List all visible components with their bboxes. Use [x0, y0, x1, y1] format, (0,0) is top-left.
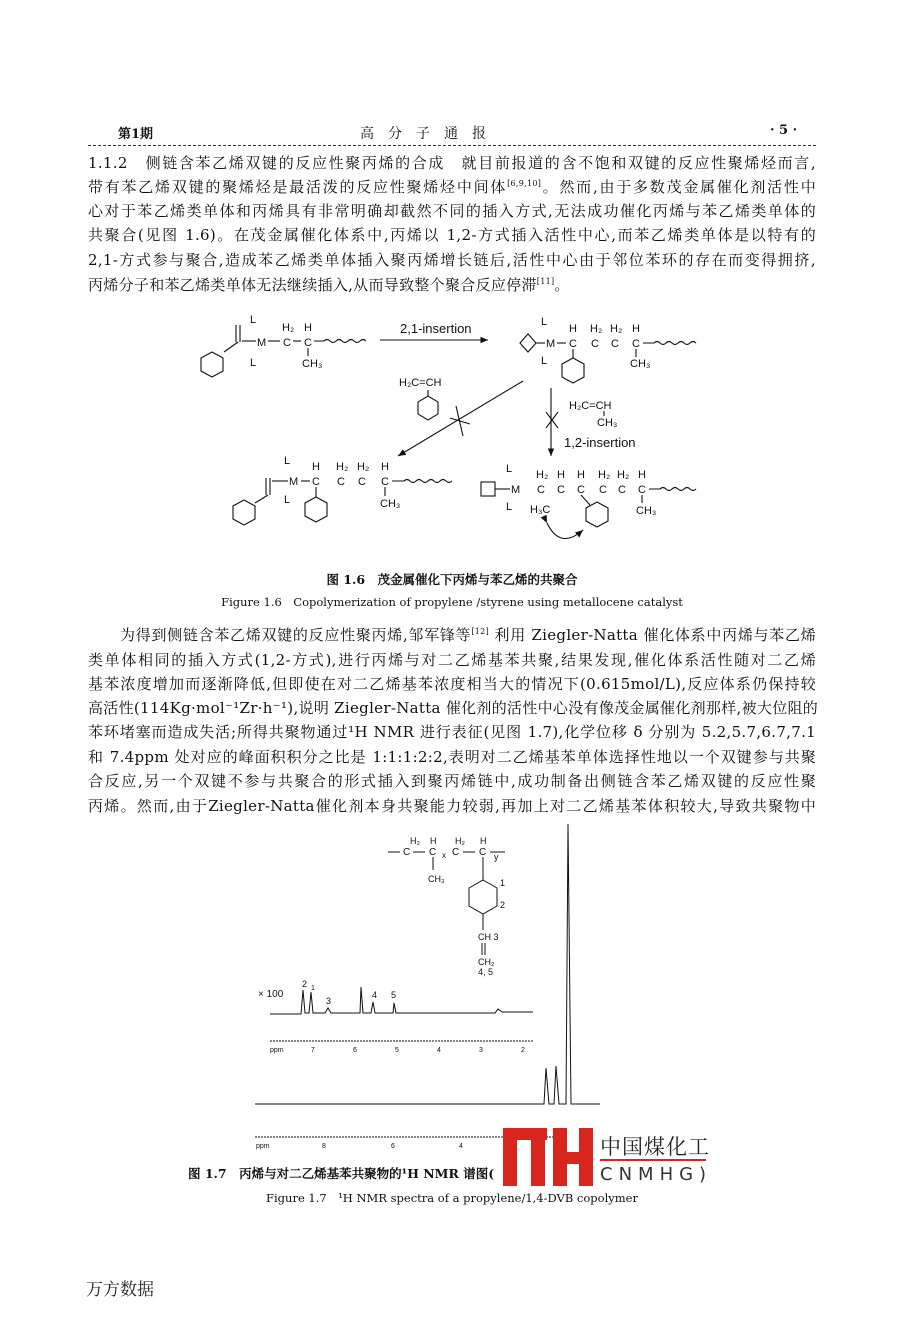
reaction-label: 1,2-insertion: [564, 435, 636, 450]
figure-1-6-caption-en: Figure 1.6 Copolymerization of propylene /styrene using metallocene catalyst: [221, 595, 683, 609]
axis-tick: ppm: [256, 1143, 270, 1150]
figure-1-7-caption-en: Figure 1.7 ¹H NMR spectra of a propylene/1,4-DVB copolymer: [266, 1191, 638, 1205]
axis-tick: 2: [521, 1047, 525, 1054]
atom-label: H₂: [536, 469, 549, 481]
text-line: 丙烯。然而,由于Ziegler-Natta催化剂本身共聚能力较弱,再加上对二乙烯基苯体积较大,导致共聚物中: [88, 797, 816, 815]
atom-label: CH₃: [597, 417, 618, 429]
text-line: 合反应,另一个双键不参与共聚合的形式插入到聚丙烯链中,成功制备出侧链含苯乙烯双键的反应性聚: [88, 772, 816, 790]
atom-label: C: [611, 338, 619, 350]
atom-label: H: [381, 461, 389, 473]
atom-label: C: [638, 484, 646, 496]
text-line: 共聚合(见图 1.6)。在茂金属催化体系中,丙烯以 1,2-方式插入活性中心,而苯乙烯类单体是以特有的: [88, 226, 816, 244]
figure-1-7-caption-cn: 图 1.7 丙烯与对二乙烯基苯共聚物的¹H NMR 谱图(: [188, 1166, 495, 1181]
journal-title: 高 分 子 通 报: [360, 126, 486, 142]
atom-label: H₃C: [530, 504, 551, 516]
atom-label: C: [537, 484, 545, 496]
styrene-reagent: H₂C=CH: [399, 377, 442, 389]
atom-label: 2: [500, 900, 506, 910]
atom-label: H₂: [590, 323, 603, 335]
atom-label: H₂: [598, 469, 611, 481]
atom-label: C: [632, 338, 640, 350]
atom-label: H₂: [410, 836, 420, 846]
peak-label: 4: [372, 990, 378, 1000]
copolymer-structure: [388, 836, 505, 977]
atom-label: C: [381, 476, 389, 488]
text-line: 2,1-方式参与聚合,造成苯乙烯类单体插入聚丙烯增长链后,活性中心由于邻位苯环的存在而变得拥挤,: [88, 251, 816, 269]
atom-label: CH₃: [630, 358, 651, 370]
text-line: 类单体相同的插入方式(1,2-方式),进行丙烯与对二乙烯基苯共聚,结果发现,催化体系活性随对二乙烯: [88, 651, 816, 669]
atom-label: H: [632, 323, 640, 335]
watermark-cn: 中国煤化工: [600, 1135, 710, 1159]
atom-label: H₂: [455, 836, 465, 846]
text-line: 和 7.4ppm 处对应的峰面积积分之比是 1:1:1:2:2,表明对二乙烯基苯单体选择性地以一个双键参与共聚: [88, 748, 816, 766]
atom-label: y: [494, 852, 499, 862]
atom-label: C: [429, 847, 437, 858]
atom-label: M: [257, 337, 267, 349]
atom-label: L: [284, 455, 291, 467]
propylene-reagent: H₂C=CH: [569, 400, 612, 412]
atom-label: CH₃: [428, 874, 445, 884]
atom-label: 1: [500, 878, 506, 888]
source-footer: 万方数据: [86, 1280, 154, 1300]
citation: [12]: [471, 627, 489, 636]
atom-label: C: [591, 338, 599, 350]
atom-label: L: [506, 501, 513, 513]
atom-label: C: [283, 337, 291, 349]
atom-label: H₂: [610, 323, 623, 335]
atom-label: L: [250, 314, 257, 326]
text-span: 。: [554, 276, 570, 294]
atom-label: C: [557, 484, 565, 496]
atom-label: CH 3: [478, 932, 499, 942]
atom-label: 4, 5: [478, 967, 494, 977]
citation: [6,9,10]: [507, 179, 542, 188]
atom-label: H: [557, 469, 565, 481]
atom-label: CH₃: [380, 498, 401, 510]
issue-number: 第1期: [118, 127, 154, 142]
text-span: 利用 Ziegler-Natta 催化体系中丙烯与苯乙烯: [489, 626, 817, 644]
atom-label: H₂: [357, 461, 370, 473]
atom-label: C: [577, 484, 585, 496]
axis-tick: 4: [437, 1047, 441, 1054]
atom-label: L: [250, 357, 257, 369]
peak-label: 5: [391, 990, 397, 1000]
cnmhg-logo: [503, 1126, 595, 1188]
atom-label: H: [638, 469, 646, 481]
axis-tick: 5: [395, 1047, 399, 1054]
axis-tick: ppm: [270, 1047, 284, 1054]
atom-label: L: [284, 494, 291, 506]
inset-spectrum-x100: [258, 979, 533, 1054]
axis-tick: 4: [459, 1143, 463, 1150]
text-line: 1.1.2 侧链含苯乙烯双键的反应性聚丙烯的合成 就目前报道的含不饱和双键的反应性聚烯烃而言,: [88, 154, 816, 172]
page-number: · 5 ·: [770, 123, 798, 138]
watermark-en: CNMHG): [600, 1164, 713, 1185]
scale-label: × 100: [258, 989, 284, 1000]
text-line: 基苯浓度增加而逐渐降低,但即使在对二乙烯基苯浓度相当大的情况下(0.615mol/L),反应体系仍保持较: [88, 675, 816, 693]
atom-label: C: [452, 847, 460, 858]
atom-label: C: [312, 476, 320, 488]
atom-label: L: [541, 316, 548, 328]
peak-label: 2: [302, 979, 308, 989]
atom-label: H: [430, 836, 437, 846]
watermark-divider: [600, 1159, 706, 1161]
atom-label: H: [312, 461, 320, 473]
atom-label: CH₃: [636, 505, 657, 517]
atom-label: x: [442, 851, 446, 860]
atom-label: C: [403, 847, 411, 858]
text-line: 苯环堵塞而造成失活;所得共聚物通过¹H NMR 进行表征(见图 1.7),化学位移 δ 分别为 5.2,5.7,6.7,7.1: [88, 723, 816, 741]
axis-tick: 8: [322, 1143, 326, 1150]
citation: [11]: [536, 277, 555, 286]
reaction-label: 2,1-insertion: [400, 321, 472, 336]
atom-label: H: [577, 469, 585, 481]
atom-label: C: [479, 847, 487, 858]
text-line: 心对于苯乙烯类单体和丙烯具有非常明确却截然不同的插入方式,无法成功催化丙烯与苯乙烯类单体的: [88, 202, 816, 220]
text-span: 丙烯分子和苯乙烯类单体无法继续插入,从而导致整个聚合反应停滞: [88, 276, 537, 294]
text-line: 高活性(114Kg·mol⁻¹Zr·h⁻¹),说明 Ziegler-Natta 催化剂的活性中心没有像茂金属催化剂那样,被大位阻的: [88, 699, 819, 717]
atom-label: CH₂: [478, 957, 495, 967]
atom-label: L: [506, 463, 513, 475]
atom-label: H₂: [336, 461, 349, 473]
atom-label: C: [599, 484, 607, 496]
axis-tick: 6: [353, 1047, 357, 1054]
figure-1-6-caption-cn: 图 1.6 茂金属催化下丙烯与苯乙烯的共聚合: [326, 572, 578, 587]
axis-tick: 6: [391, 1143, 395, 1150]
atom-label: C: [618, 484, 626, 496]
atom-label: C: [304, 337, 312, 349]
atom-label: M: [289, 476, 299, 488]
atom-label: H₂: [282, 322, 295, 334]
text-span: 为得到侧链含苯乙烯双键的反应性聚丙烯,邹军锋等: [120, 626, 472, 644]
atom-label: C: [337, 476, 345, 488]
axis-tick: 3: [479, 1047, 483, 1054]
atom-label: CH₃: [302, 358, 323, 370]
axis-tick: 7: [311, 1047, 315, 1054]
atom-label: M: [511, 484, 521, 496]
text-span: 带有苯乙烯双键的聚烯烃是最活泼的反应性聚烯烃中间体: [88, 178, 508, 196]
peak-label: 3: [326, 996, 332, 1006]
atom-label: M: [546, 338, 556, 350]
peak-label: 1: [311, 985, 315, 992]
atom-label: H: [480, 836, 487, 846]
text-span: 。然而,由于多数茂金属催化剂活性中: [541, 178, 816, 196]
atom-label: H: [569, 323, 577, 335]
atom-label: H: [304, 322, 312, 334]
atom-label: H₂: [617, 469, 630, 481]
atom-label: C: [569, 338, 577, 350]
atom-label: C: [358, 476, 366, 488]
atom-label: L: [541, 355, 548, 367]
